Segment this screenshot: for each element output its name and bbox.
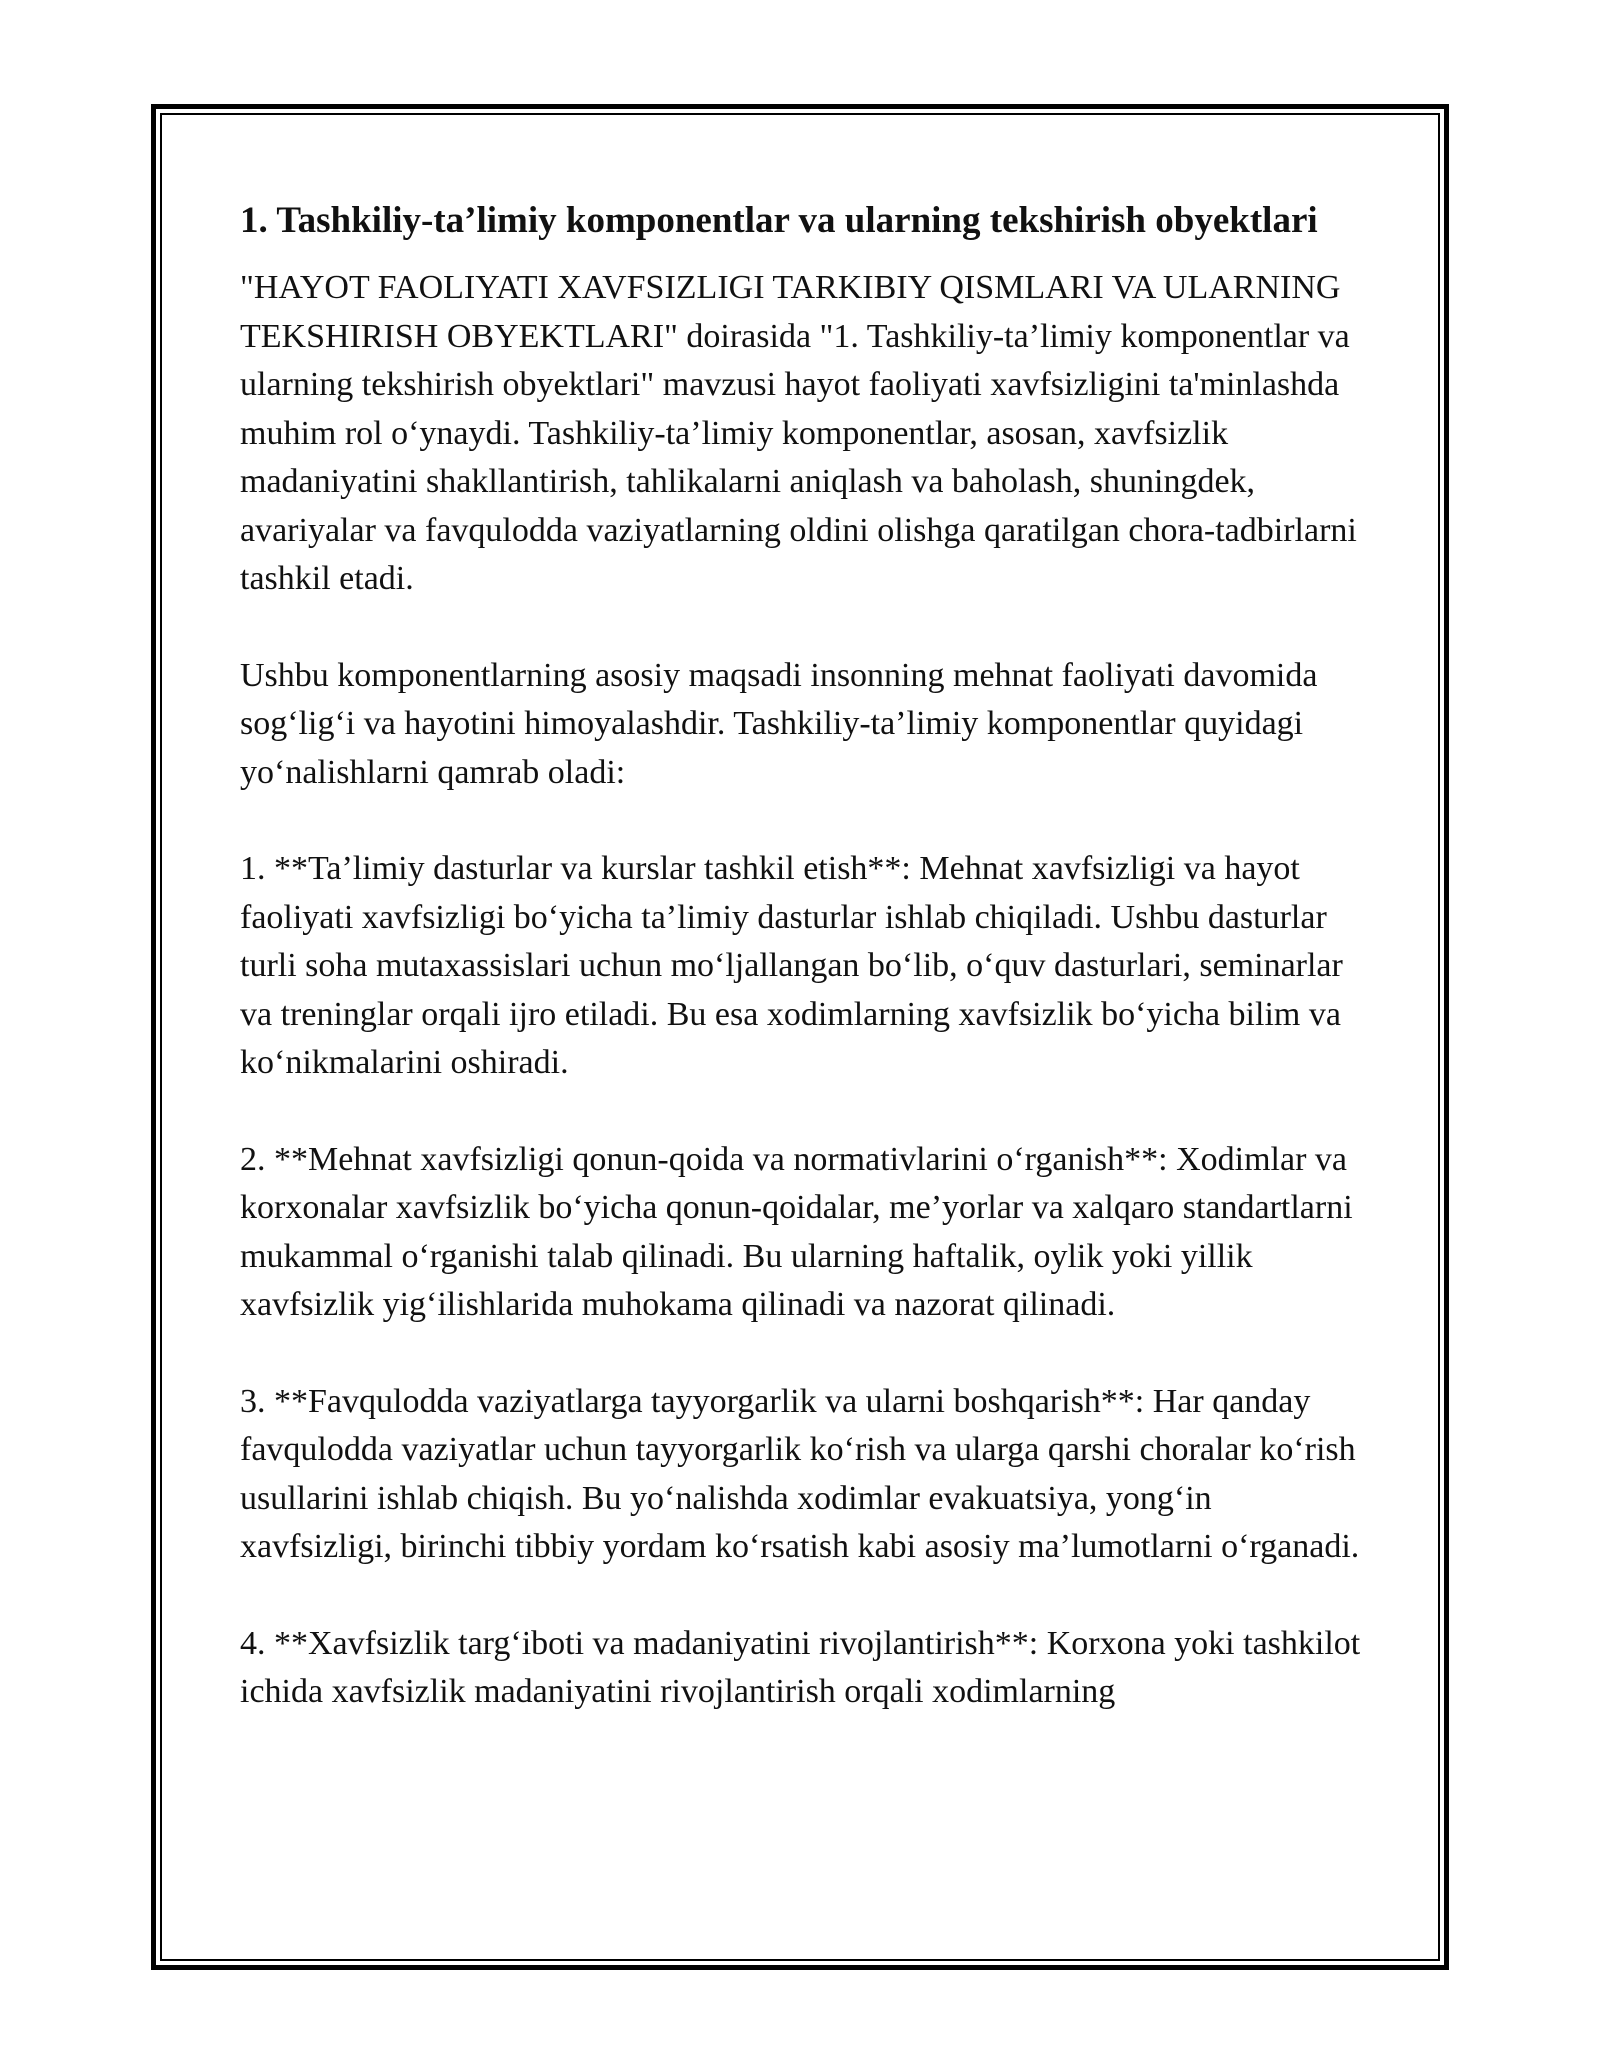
document-body: [240, 193, 1364, 1765]
purpose-paragraph: Ushbu komponentlarning asosiy maqsadi insonning mehnat faoliyati davomida sog‘lig‘i va hayotini himoyalashdir. Tashkiliy-ta’limiy komponentlar quyidagi yo‘nalishlarni qamrab oladi:: [240, 656, 1318, 791]
page-inner-border: [160, 113, 1440, 1961]
list-item-3: 3. **Favqulodda vaziyatlarga tayyorgarlik va ularni boshqarish**: Har qanday favqulodda vaziyatlar uchun tayyorgarlik ko‘rish va ularga qarshi choralar ko‘rish usullarini ishlab chiqish. Bu yo‘nalishda xodimlar evakuatsiya, yong‘in xavfsizligi, birinchi tibbiy yordam ko‘rsatish kabi asosiy ma’lumotlarni o‘rganadi.: [240, 1382, 1360, 1565]
page-border: [151, 104, 1449, 1970]
list-item-4: 4. **Xavfsizlik targ‘iboti va madaniyatini rivojlantirish**: Korxona yoki tashkilot ichida xavfsizlik madaniyatini rivojlantirish orqali xodimlarning: [240, 1624, 1361, 1710]
list-item-2: 2. **Mehnat xavfsizligi qonun-qoida va normativlarini o‘rganish**: Xodimlar va korxonalar xavfsizlik bo‘yicha qonun-qoidalar, me’yorlar va xalqaro standartlarni mukammal o‘rganishi talab qilinadi. Bu ularning haftalik, oylik yoki yillik xavfsizlik yig‘ilishlarida muhokama qilinadi va nazorat qilinadi.: [240, 1140, 1353, 1323]
document-title: 1. Tashkiliy-ta’limiy komponentlar va ularning tekshirish obyektlari: [240, 200, 1318, 241]
intro-paragraph: "HAYOT FAOLIYATI XAVFSIZLIGI TARKIBIY QISMLARI VA ULARNING TEKSHIRISH OBYEKTLARI" doirasida "1. Tashkiliy-ta’limiy komponentlar va ularning tekshirish obyektlari" mavzusi hayot faoliyati xavfsizligini ta'minlashda muhim rol o‘ynaydi. Tashkiliy-ta’limiy komponentlar, asosan, xavfsizlik madaniyatini shakllantirish, tahlikalarni aniqlash va baholash, shuningdek, avariyalar va favqulodda vaziyatlarning oldini olishga qaratilgan chora-tadbirlarni tashkil etadi.: [240, 269, 1357, 597]
list-item-1: 1. **Ta’limiy dasturlar va kurslar tashkil etish**: Mehnat xavfsizligi va hayot faoliyati xavfsizligi bo‘yicha ta’limiy dasturlar ishlab chiqiladi. Ushbu dasturlar turli soha mutaxassislari uchun mo‘ljallangan bo‘lib, o‘quv dasturlari, seminarlar va treninglar orqali ijro etiladi. Bu esa xodimlarning xavfsizlik bo‘yicha bilim va ko‘nikmalarini oshiradi.: [240, 850, 1343, 1081]
